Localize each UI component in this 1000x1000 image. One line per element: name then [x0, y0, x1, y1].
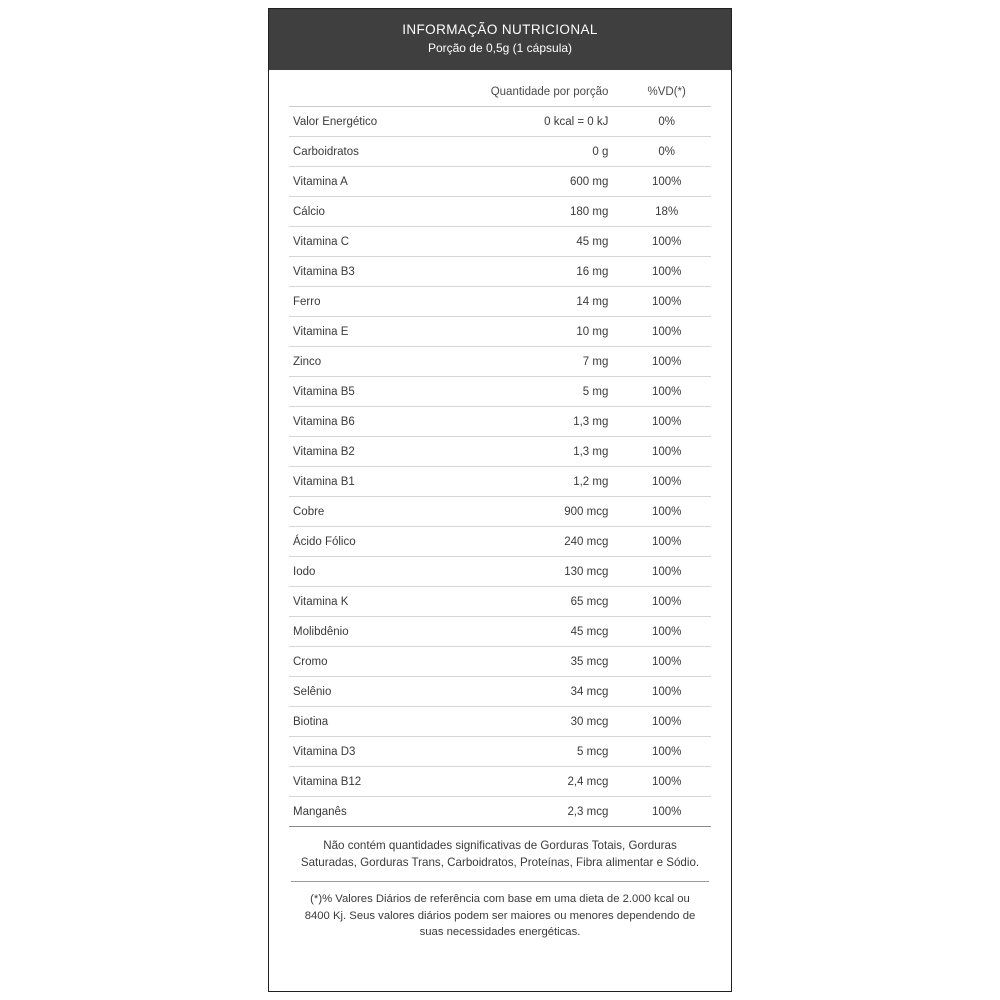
nutrient-quantity: 10 mg: [470, 317, 622, 347]
nutrient-quantity: 0 kcal = 0 kJ: [470, 107, 622, 137]
nutrient-quantity: 600 mg: [470, 167, 622, 197]
table-row: [289, 527, 711, 557]
nutrient-name: Vitamina A: [289, 167, 470, 197]
nutrient-name: Vitamina B1: [289, 467, 470, 497]
table-row: [289, 257, 711, 287]
nutrient-daily-value: 100%: [622, 377, 711, 407]
column-header-quantity: Quantidade por porção: [470, 80, 622, 107]
footnote-primary: Não contém quantidades significativas de Gorduras Totais, Gorduras Saturadas, Gorduras Trans, Carboidratos, Proteínas, Fibra alimentar e Sódio.: [300, 839, 700, 869]
nutrition-table: [289, 80, 711, 827]
table-row: [289, 437, 711, 467]
table-row: [289, 227, 711, 257]
nutrient-daily-value: 100%: [622, 167, 711, 197]
column-header-daily-value: %VD(*): [622, 80, 711, 107]
footnote-primary-wrapper: [269, 827, 731, 871]
nutrient-name: Ácido Fólico: [289, 527, 470, 557]
table-row: [289, 497, 711, 527]
nutrient-daily-value: 100%: [622, 287, 711, 317]
nutrient-quantity: 180 mg: [470, 197, 622, 227]
nutrient-daily-value: 100%: [622, 797, 711, 827]
nutrient-name: Ferro: [289, 287, 470, 317]
nutrient-quantity: 5 mcg: [470, 737, 622, 767]
table-row: [289, 137, 711, 167]
nutrient-daily-value: 100%: [622, 677, 711, 707]
nutrient-name: Vitamina B12: [289, 767, 470, 797]
nutrient-daily-value: 100%: [622, 737, 711, 767]
nutrient-daily-value: 100%: [622, 707, 711, 737]
nutrient-name: Vitamina B6: [289, 407, 470, 437]
nutrient-quantity: 900 mcg: [470, 497, 622, 527]
nutrient-daily-value: 100%: [622, 497, 711, 527]
nutrient-daily-value: 100%: [622, 227, 711, 257]
table-row: [289, 347, 711, 377]
nutrient-quantity: 65 mcg: [470, 587, 622, 617]
nutrient-name: Valor Energético: [289, 107, 470, 137]
nutrient-quantity: 34 mcg: [470, 677, 622, 707]
nutrient-daily-value: 100%: [622, 467, 711, 497]
nutrient-daily-value: 0%: [622, 107, 711, 137]
nutrition-header: [269, 9, 731, 70]
nutrient-daily-value: 100%: [622, 527, 711, 557]
nutrition-facts-panel: [268, 8, 732, 992]
nutrition-table-wrapper: [269, 70, 731, 827]
nutrient-daily-value: 100%: [622, 317, 711, 347]
nutrient-name: Vitamina K: [289, 587, 470, 617]
table-row: [289, 797, 711, 827]
nutrient-quantity: 240 mcg: [470, 527, 622, 557]
nutrient-daily-value: 100%: [622, 557, 711, 587]
nutrient-quantity: 1,3 mg: [470, 437, 622, 467]
column-header-nutrient: [289, 80, 470, 107]
nutrient-name: Vitamina B5: [289, 377, 470, 407]
nutrient-quantity: 1,3 mg: [470, 407, 622, 437]
nutrient-name: Zinco: [289, 347, 470, 377]
nutrient-daily-value: 100%: [622, 347, 711, 377]
table-row: [289, 737, 711, 767]
table-row: [289, 107, 711, 137]
nutrient-quantity: 0 g: [470, 137, 622, 167]
nutrient-quantity: 14 mg: [470, 287, 622, 317]
nutrient-daily-value: 100%: [622, 407, 711, 437]
table-row: [289, 407, 711, 437]
nutrient-quantity: 1,2 mg: [470, 467, 622, 497]
table-row: [289, 647, 711, 677]
nutrition-title: INFORMAÇÃO NUTRICIONAL: [402, 22, 598, 37]
nutrient-quantity: 2,3 mcg: [470, 797, 622, 827]
footnote-secondary: (*)% Valores Diários de referência com base em uma dieta de 2.000 kcal ou 8400 Kj. Seus valores diários podem ser maiores ou menores dependendo de suas necessidades energéticas.: [304, 893, 696, 938]
nutrient-name: Carboidratos: [289, 137, 470, 167]
table-row: [289, 467, 711, 497]
table-row: [289, 317, 711, 347]
nutrient-name: Molibdênio: [289, 617, 470, 647]
nutrient-name: Vitamina D3: [289, 737, 470, 767]
nutrient-name: Vitamina C: [289, 227, 470, 257]
nutrient-quantity: 45 mcg: [470, 617, 622, 647]
nutrient-name: Vitamina B3: [289, 257, 470, 287]
nutrient-quantity: 2,4 mcg: [470, 767, 622, 797]
nutrition-table-head: [289, 80, 711, 107]
table-row: [289, 767, 711, 797]
nutrient-daily-value: 100%: [622, 617, 711, 647]
nutrient-daily-value: 100%: [622, 587, 711, 617]
nutrient-name: Iodo: [289, 557, 470, 587]
nutrient-daily-value: 0%: [622, 137, 711, 167]
table-row: [289, 587, 711, 617]
table-row: [289, 167, 711, 197]
table-row: [289, 617, 711, 647]
nutrient-quantity: 5 mg: [470, 377, 622, 407]
nutrient-quantity: 16 mg: [470, 257, 622, 287]
table-row: [289, 557, 711, 587]
nutrient-quantity: 130 mcg: [470, 557, 622, 587]
nutrient-name: Cálcio: [289, 197, 470, 227]
nutrient-name: Manganês: [289, 797, 470, 827]
table-row: [289, 677, 711, 707]
nutrition-serving-size: Porção de 0,5g (1 cápsula): [427, 41, 573, 55]
nutrient-name: Vitamina E: [289, 317, 470, 347]
nutrient-name: Cobre: [289, 497, 470, 527]
nutrient-daily-value: 100%: [622, 647, 711, 677]
nutrient-daily-value: 100%: [622, 257, 711, 287]
nutrient-quantity: 7 mg: [470, 347, 622, 377]
nutrient-name: Biotina: [289, 707, 470, 737]
nutrient-quantity: 30 mcg: [470, 707, 622, 737]
table-row: [289, 377, 711, 407]
table-header-row: [289, 80, 711, 107]
nutrient-name: Cromo: [289, 647, 470, 677]
nutrient-daily-value: 100%: [622, 767, 711, 797]
nutrient-name: Vitamina B2: [289, 437, 470, 467]
nutrient-daily-value: 100%: [622, 437, 711, 467]
nutrient-quantity: 35 mcg: [470, 647, 622, 677]
nutrient-name: Selênio: [289, 677, 470, 707]
table-row: [289, 707, 711, 737]
nutrition-table-body: [289, 107, 711, 827]
table-row: [289, 287, 711, 317]
nutrient-daily-value: 18%: [622, 197, 711, 227]
table-row: [289, 197, 711, 227]
nutrient-quantity: 45 mg: [470, 227, 622, 257]
